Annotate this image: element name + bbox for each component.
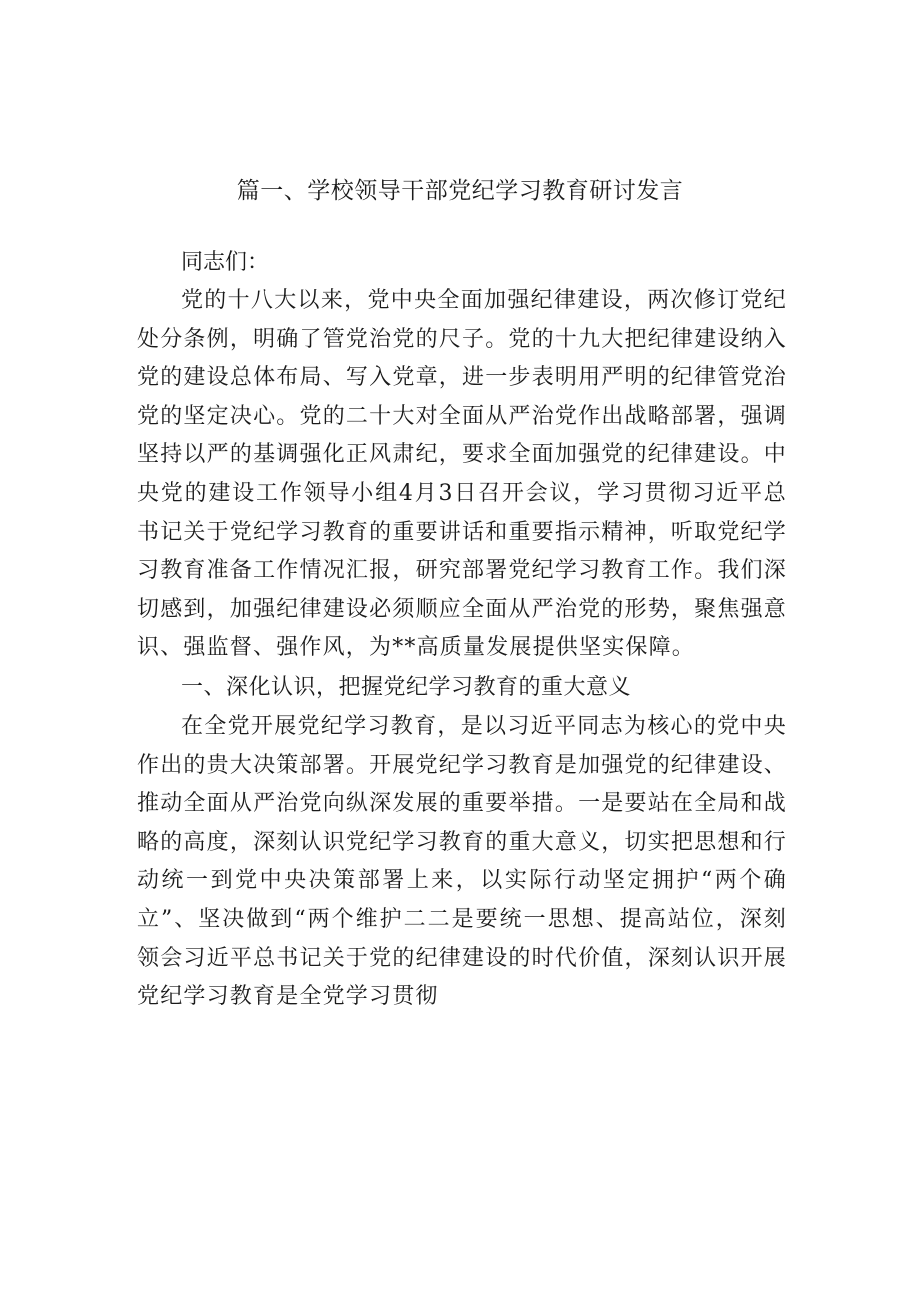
section-heading: 一、深化认识，把握党纪学习教育的重大意义 (181, 674, 632, 700)
document-body (137, 244, 787, 1017)
salutation: 同志们： (181, 250, 270, 275)
body-paragraph: 党的十八大以来，党中央全面加强纪律建设，两次修订党纪处分条例，明确了管党治党的尺子。党的十九大把纪律建设纳入党的建设总体布局、写入党章，进一步表明用严明的纪律管党治党的坚定决心。党的二十大对全面从严治党作出战略部署，强调坚持以严的基调强化正风肃纪，要求全面加强党的纪律建设。中央党的建设工作领导小组4月3日召开会议，学习贯彻习近平总书记关于党纪学习教育的重要讲话和重要指示精神，听取党纪学习教育准备工作情况汇报，研究部署党纪学习教育工作。我们深切感到，加强纪律建设必须顺应全面从严治党的形势，聚焦强意识、强监督、强作风，为**高质量发展提供坚实保障。 (137, 288, 787, 661)
document-title: 篇一、学校领导干部党纪学习教育研讨发言 (236, 178, 684, 204)
section-paragraph: 在全党开展党纪学习教育，是以习近平同志为核心的党中央作出的贵大决策部署。开展党纪学习教育是加强党的纪律建设、推动全面从严治党向纵深发展的重要举措。一是要站在全局和战略的高度，深刻认识党纪学习教育的重大意义，切实把思想和行动统一到党中央决策部署上来，以实际行动坚定拥护“两个确立”、坚决做到“两个维护二二是要统一思想、提高站位，深刻领会习近平总书记关于党的纪律建设的时代价值，深刻认识开展党纪学习教育是全党学习贯彻 (137, 713, 787, 1010)
